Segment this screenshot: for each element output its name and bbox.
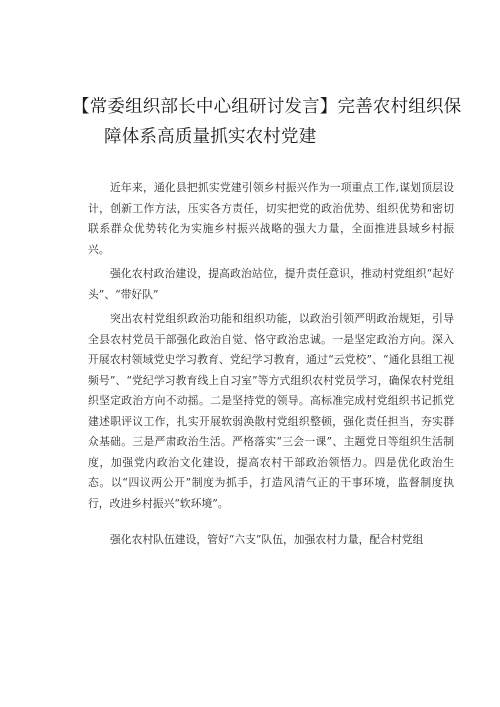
paragraph-intro: 近年来，通化县把抓实党建引领乡村振兴作为一项重点工作,谋划顶层设计，创新工作方法，压实各方责任，切实把党的政治优势、组织优势和密切联系群众优势转化为实施乡村振兴战略的强大力量，全面推进县域乡村振兴。 [88,181,454,256]
paragraph-team-building: 强化农村队伍建设，管好“六支”队伍，加强农村力量，配合村党组 [110,533,424,546]
document-body [88,178,454,551]
paragraph-political-details: 突出农村党组织政治功能和组织功能，以政治引领严明政治规矩，引导全县农村党员干部强化政治自觉、恪守政治忠诚。一是坚定政治方向。深入开展农村领域党史学习教育、党纪学习教育，通过“云党校”、“通化县组工视频号”、“党纪学习教育线上自习室”等方式组织农村党员学习，确保农村党组织坚定政治方向不动摇。二是坚持党的领导。高标准完成村党组织书记抓党建述职评议工作，扎实开展软弱涣散村党组织整顿，强化责任担当，夯实群众基础。三是严肃政治生活。严格落实“三会一课”、主题党日等组织生活制度，加强党内政治文化建设，提高农村干部政治领悟力。四是优化政治生态。以“四议两公开”制度为抓手，打造风清气正的干事环境，监督制度执行，改进乡村振兴“软环境”。 [88,312,454,510]
document-title [72,92,467,152]
paragraph-section-heading-political: 强化农村政治建设，提高政治站位，提升责任意识，推动村党组织“起好头”、“带好队” [88,267,454,301]
title-line-1: 【常委组织部长中心组研讨发言】完善农村组织保 [72,97,462,117]
title-line-2: 障体系高质量抓实农村党建 [104,127,317,147]
